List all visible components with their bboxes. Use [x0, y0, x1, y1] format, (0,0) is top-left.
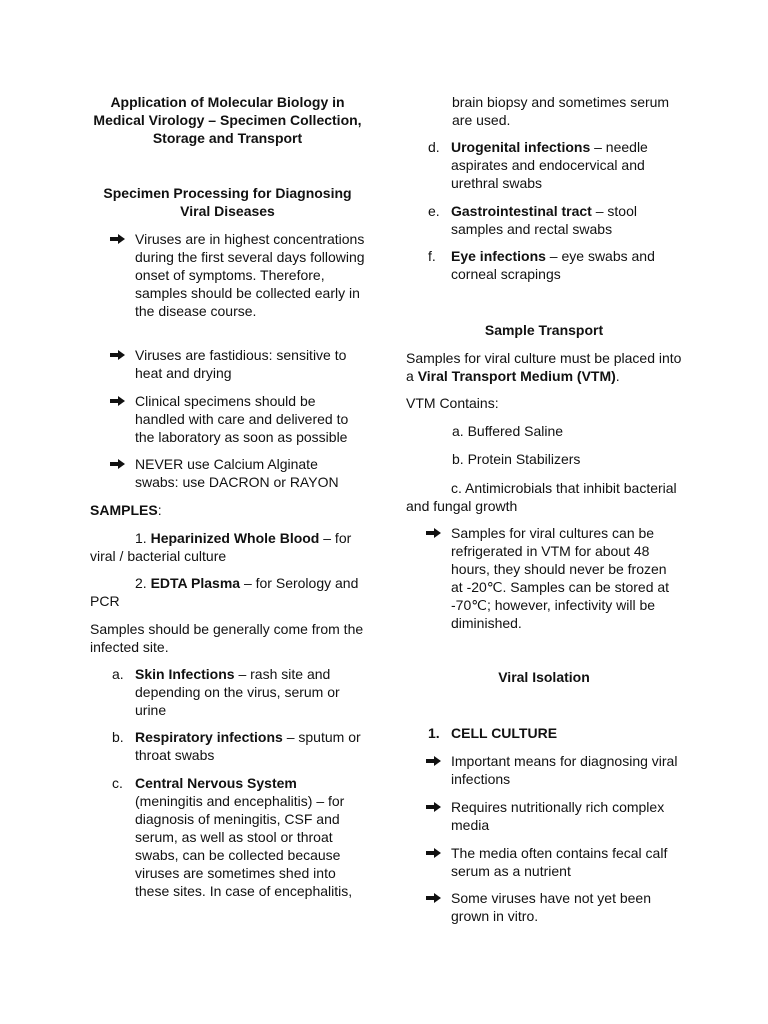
- list-label: d.: [428, 139, 440, 155]
- arrow-bullet-icon: [426, 893, 441, 903]
- site-list-item: [90, 728, 365, 764]
- bullet-item: [90, 230, 365, 320]
- sample-number: 1.: [135, 530, 147, 546]
- site-list-item: [90, 665, 365, 719]
- site-description: – needle aspirates and endocervical and urethral swabs: [451, 139, 648, 191]
- sample-item: [90, 529, 365, 565]
- section-heading-specimen-processing: Specimen Processing for Diagnosing Viral Diseases: [103, 185, 352, 219]
- samples-heading: [90, 501, 365, 519]
- bullet-text: NEVER use Calcium Alginate swabs: use DACRON or RAYON: [135, 456, 339, 490]
- sample-name: Heparinized Whole Blood: [150, 530, 320, 546]
- document-title: Application of Molecular Biology in Medical Virology – Specimen Collection, Storage and Transport: [93, 94, 362, 146]
- vtm-term: Viral Transport Medium (VTM): [417, 368, 616, 384]
- site-name: Urogenital infections: [451, 139, 591, 155]
- site-list-item: [406, 138, 682, 192]
- sample-description: – for Serology and PCR: [90, 575, 359, 609]
- sample-name: EDTA Plasma: [150, 575, 241, 591]
- sample-item: [90, 574, 365, 610]
- bullet-text: The media often contains fecal calf serum as a nutrient: [451, 845, 668, 879]
- section-heading-viral-isolation: Viral Isolation: [498, 669, 590, 685]
- site-name: Gastrointestinal tract: [451, 203, 592, 219]
- list-label: b.: [112, 729, 124, 745]
- bullet-text: Viruses are in highest concentrations during the first several days following onset of symptoms. Therefore, samples should be collected early in the disease course.: [135, 231, 365, 319]
- site-description: (meningitis and encephalitis) – for diagnosis of meningitis, CSF and serum, as well as stool or throat swabs, can be collected because viruses are sometimes shed into these sites. In case of encephalitis,: [135, 793, 353, 899]
- vtm-component: a. Buffered Saline: [452, 423, 564, 439]
- site-description: – rash site and depending on the virus, serum or urine: [135, 666, 340, 718]
- paragraph-sample-origin: Samples should be generally come from the infected site.: [90, 621, 364, 655]
- bullet-text: Some viruses have not yet been grown in vitro.: [451, 890, 652, 924]
- bullet-item: [90, 346, 365, 382]
- arrow-bullet-icon: [426, 528, 441, 538]
- site-name: Skin Infections: [135, 666, 235, 682]
- site-description: – stool samples and rectal swabs: [451, 203, 637, 237]
- bullet-item: [406, 524, 682, 632]
- sample-description: – for viral / bacterial culture: [90, 530, 352, 564]
- list-label: c.: [112, 775, 123, 791]
- bullet-item: [406, 844, 682, 880]
- arrow-bullet-icon: [110, 350, 125, 360]
- vtm-component: b. Protein Stabilizers: [452, 451, 581, 467]
- bullet-item: [90, 392, 365, 446]
- sample-number: 2.: [135, 575, 147, 591]
- arrow-bullet-icon: [110, 396, 125, 406]
- cell-culture-heading: [406, 724, 682, 742]
- bullet-item: [90, 455, 365, 491]
- list-label: a.: [112, 666, 124, 682]
- site-list-item: [406, 247, 682, 283]
- arrow-bullet-icon: [110, 459, 125, 469]
- continued-text: brain biopsy and sometimes serum are used.: [452, 94, 670, 128]
- vtm-period: .: [615, 368, 620, 384]
- site-name: Eye infections: [451, 248, 546, 264]
- arrow-bullet-icon: [426, 756, 441, 766]
- cell-culture-number: 1.: [428, 725, 440, 741]
- list-label: e.: [428, 203, 440, 219]
- samples-colon: :: [157, 502, 162, 518]
- site-list-item: [90, 774, 365, 900]
- samples-label: SAMPLES: [90, 502, 158, 518]
- bullet-text: Requires nutritionally rich complex media: [451, 799, 665, 833]
- vtm-component: c. Antimicrobials that inhibit bacterial and fungal growth: [406, 480, 677, 514]
- site-name: Respiratory infections: [135, 729, 283, 745]
- site-name: Central Nervous System: [135, 775, 297, 791]
- cell-culture-label: CELL CULTURE: [451, 725, 558, 741]
- arrow-bullet-icon: [426, 802, 441, 812]
- bullet-item: [406, 889, 682, 925]
- bullet-item: [406, 752, 682, 788]
- section-heading-sample-transport: Sample Transport: [484, 322, 604, 338]
- bullet-item: [406, 798, 682, 834]
- site-list-item: [406, 202, 682, 238]
- bullet-text: Important means for diagnosing viral infections: [451, 753, 678, 787]
- site-description: – eye swabs and corneal scrapings: [451, 248, 655, 282]
- paragraph-vtm-intro: [406, 349, 682, 385]
- vtm-intro-text: Samples for viral culture must be placed into a: [406, 350, 682, 384]
- arrow-bullet-icon: [426, 848, 441, 858]
- site-description: – sputum or throat swabs: [135, 729, 361, 763]
- list-label: f.: [428, 248, 436, 264]
- bullet-text: Samples for viral cultures can be refrigerated in VTM for about 48 hours, they should never be frozen at -20℃. Samples can be stored at -70℃; however, infectivity will be diminished.: [451, 525, 670, 631]
- bullet-text: Viruses are fastidious: sensitive to heat and drying: [135, 347, 347, 381]
- vtm-contains-label: VTM Contains:: [406, 395, 499, 411]
- bullet-text: Clinical specimens should be handled with care and delivered to the laboratory as soon as possible: [135, 393, 349, 445]
- arrow-bullet-icon: [110, 234, 125, 244]
